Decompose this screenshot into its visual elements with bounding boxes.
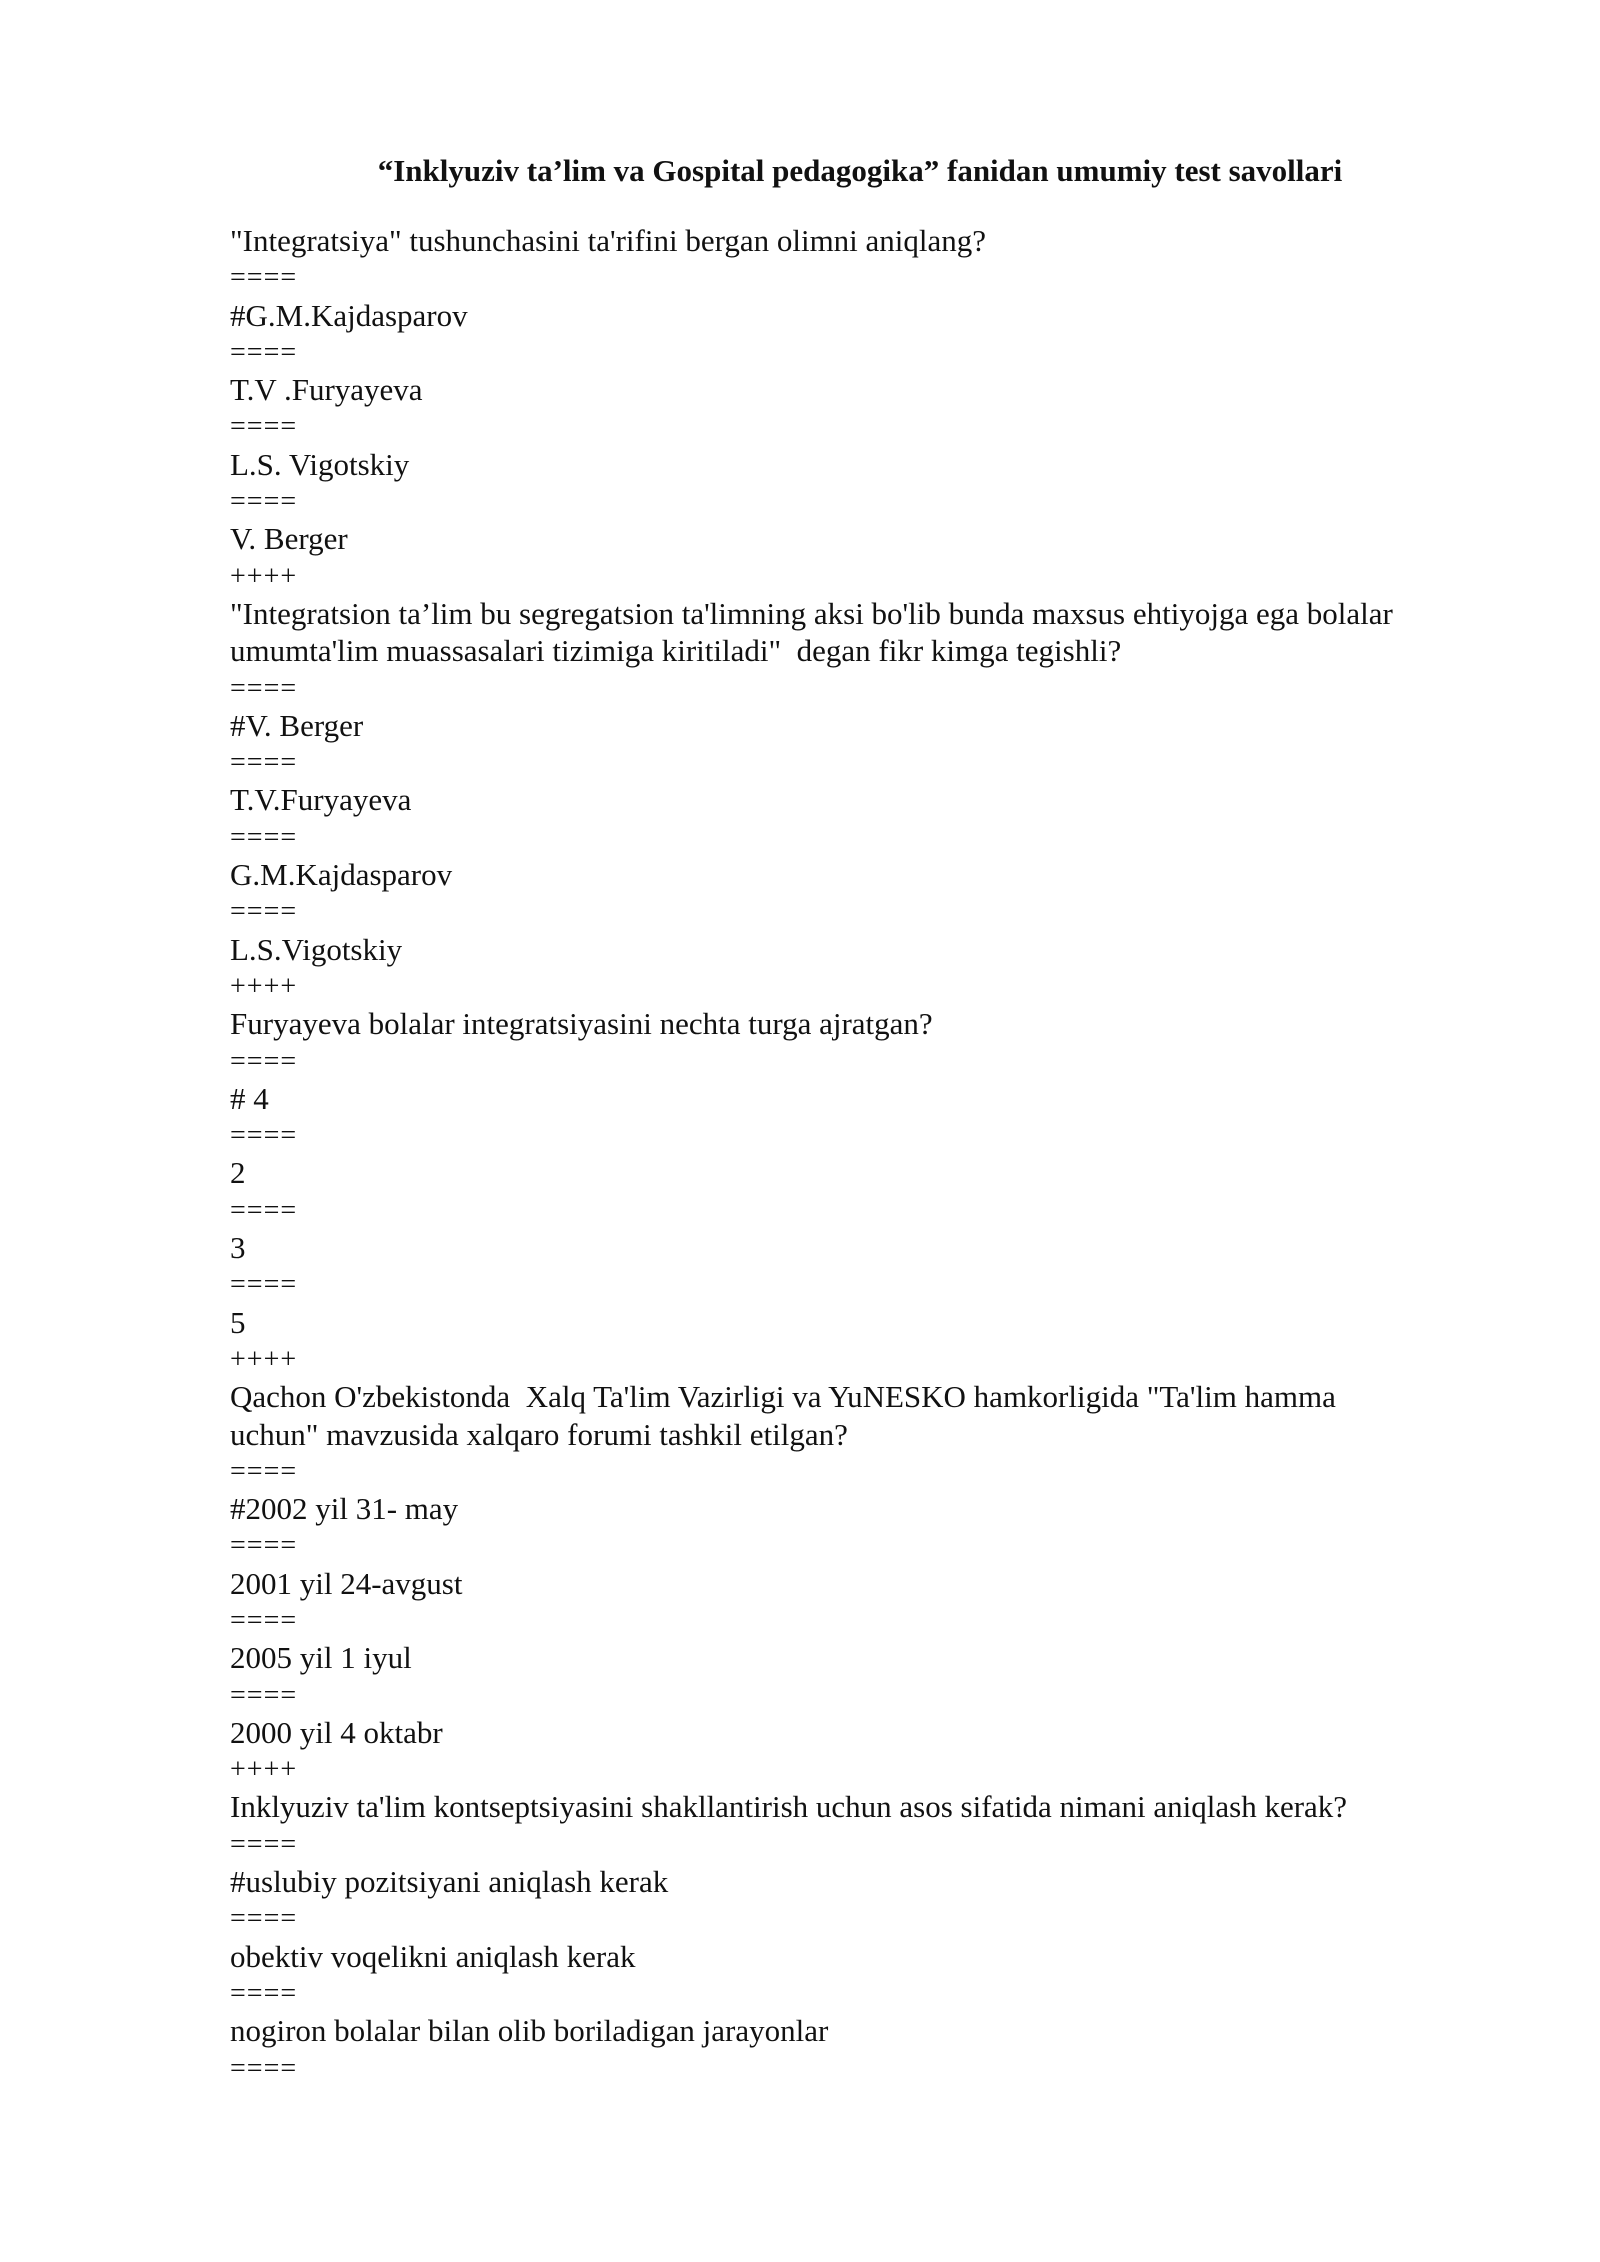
question-text: Furyayeva bolalar integratsiyasini nechta turga ajratgan?: [230, 1006, 933, 1042]
separator-line: ++++: [230, 970, 298, 1002]
answer-option: 2005 yil 1 iyul: [230, 1640, 412, 1676]
answer-option: 2001 yil 24-avgust: [230, 1565, 463, 1601]
separator-line: ++++: [230, 1754, 298, 1786]
separator-line: ====: [230, 1530, 298, 1562]
answer-option: 3: [230, 1230, 246, 1266]
separator-line: ====: [230, 1977, 298, 2009]
question-text: "Integratsiya" tushunchasini ta'rifini bergan olimni aniqlang?: [230, 223, 987, 258]
separator-line: ++++: [230, 560, 298, 592]
answer-option: # 4: [230, 1080, 269, 1116]
question-text: Qachon O'zbekistonda Xalq Ta'lim Vazirligi va YuNESKO hamkorligida "Ta'lim hamma: [230, 1379, 1336, 1415]
separator-line: ====: [230, 1120, 298, 1152]
answer-option: G.M.Kajdasparov: [230, 857, 453, 893]
separator-line: ====: [230, 411, 298, 443]
separator-line: ====: [230, 747, 298, 779]
answer-option: T.V .Furyayeva: [230, 372, 423, 408]
separator-line: ====: [230, 1903, 298, 1935]
test-questions-body: [230, 222, 1470, 2087]
separator-line: ====: [230, 1604, 298, 1636]
separator-line: ++++: [230, 1343, 298, 1375]
separator-line: ====: [230, 896, 298, 928]
question-text: Inklyuziv ta'lim kontseptsiyasini shakllantirish uchun asos sifatida nimani aniqlash kerak?: [230, 1789, 1348, 1825]
separator-line: ====: [230, 1194, 298, 1226]
answer-option: T.V.Furyayeva: [230, 782, 412, 818]
document-title: “Inklyuziv ta’lim va Gospital pedagogika” fanidan umumiy test savollari: [377, 153, 1343, 188]
answer-option: V. Berger: [230, 521, 348, 557]
answer-option: #2002 yil 31- may: [230, 1491, 459, 1527]
answer-option: L.S.Vigotskiy: [230, 931, 403, 967]
answer-option: nogiron bolalar bilan olib boriladigan jarayonlar: [230, 2013, 829, 2049]
separator-line: ====: [230, 672, 298, 704]
question-text: uchun" mavzusida xalqaro forumi tashkil etilgan?: [230, 1416, 848, 1452]
separator-line: ====: [230, 336, 298, 368]
answer-option: #uslubiy pozitsiyani aniqlash kerak: [230, 1864, 669, 1900]
answer-option: 2: [230, 1155, 246, 1191]
answer-option: 2000 yil 4 oktabr: [230, 1714, 443, 1750]
separator-line: ====: [230, 821, 298, 853]
separator-line: ====: [230, 1679, 298, 1711]
answer-option: L.S. Vigotskiy: [230, 446, 410, 482]
separator-line: ====: [230, 2052, 298, 2084]
separator-line: ====: [230, 1269, 298, 1301]
answer-option: 5: [230, 1304, 246, 1340]
separator-line: ====: [230, 1455, 298, 1487]
answer-option: #G.M.Kajdasparov: [230, 297, 468, 333]
separator-line: ====: [230, 486, 298, 518]
answer-option: #V. Berger: [230, 707, 364, 743]
question-text: "Integratsion ta’lim bu segregatsion ta'limning aksi bo'lib bunda maxsus ehtiyojga ega bolalar: [230, 595, 1393, 631]
question-text: umumta'lim muassasalari tizimiga kiritiladi" degan fikr kimga tegishli?: [230, 633, 1122, 669]
separator-line: ====: [230, 1045, 298, 1077]
separator-line: ====: [230, 262, 298, 294]
separator-line: ====: [230, 1828, 298, 1860]
answer-option: obektiv voqelikni aniqlash kerak: [230, 1938, 636, 1974]
